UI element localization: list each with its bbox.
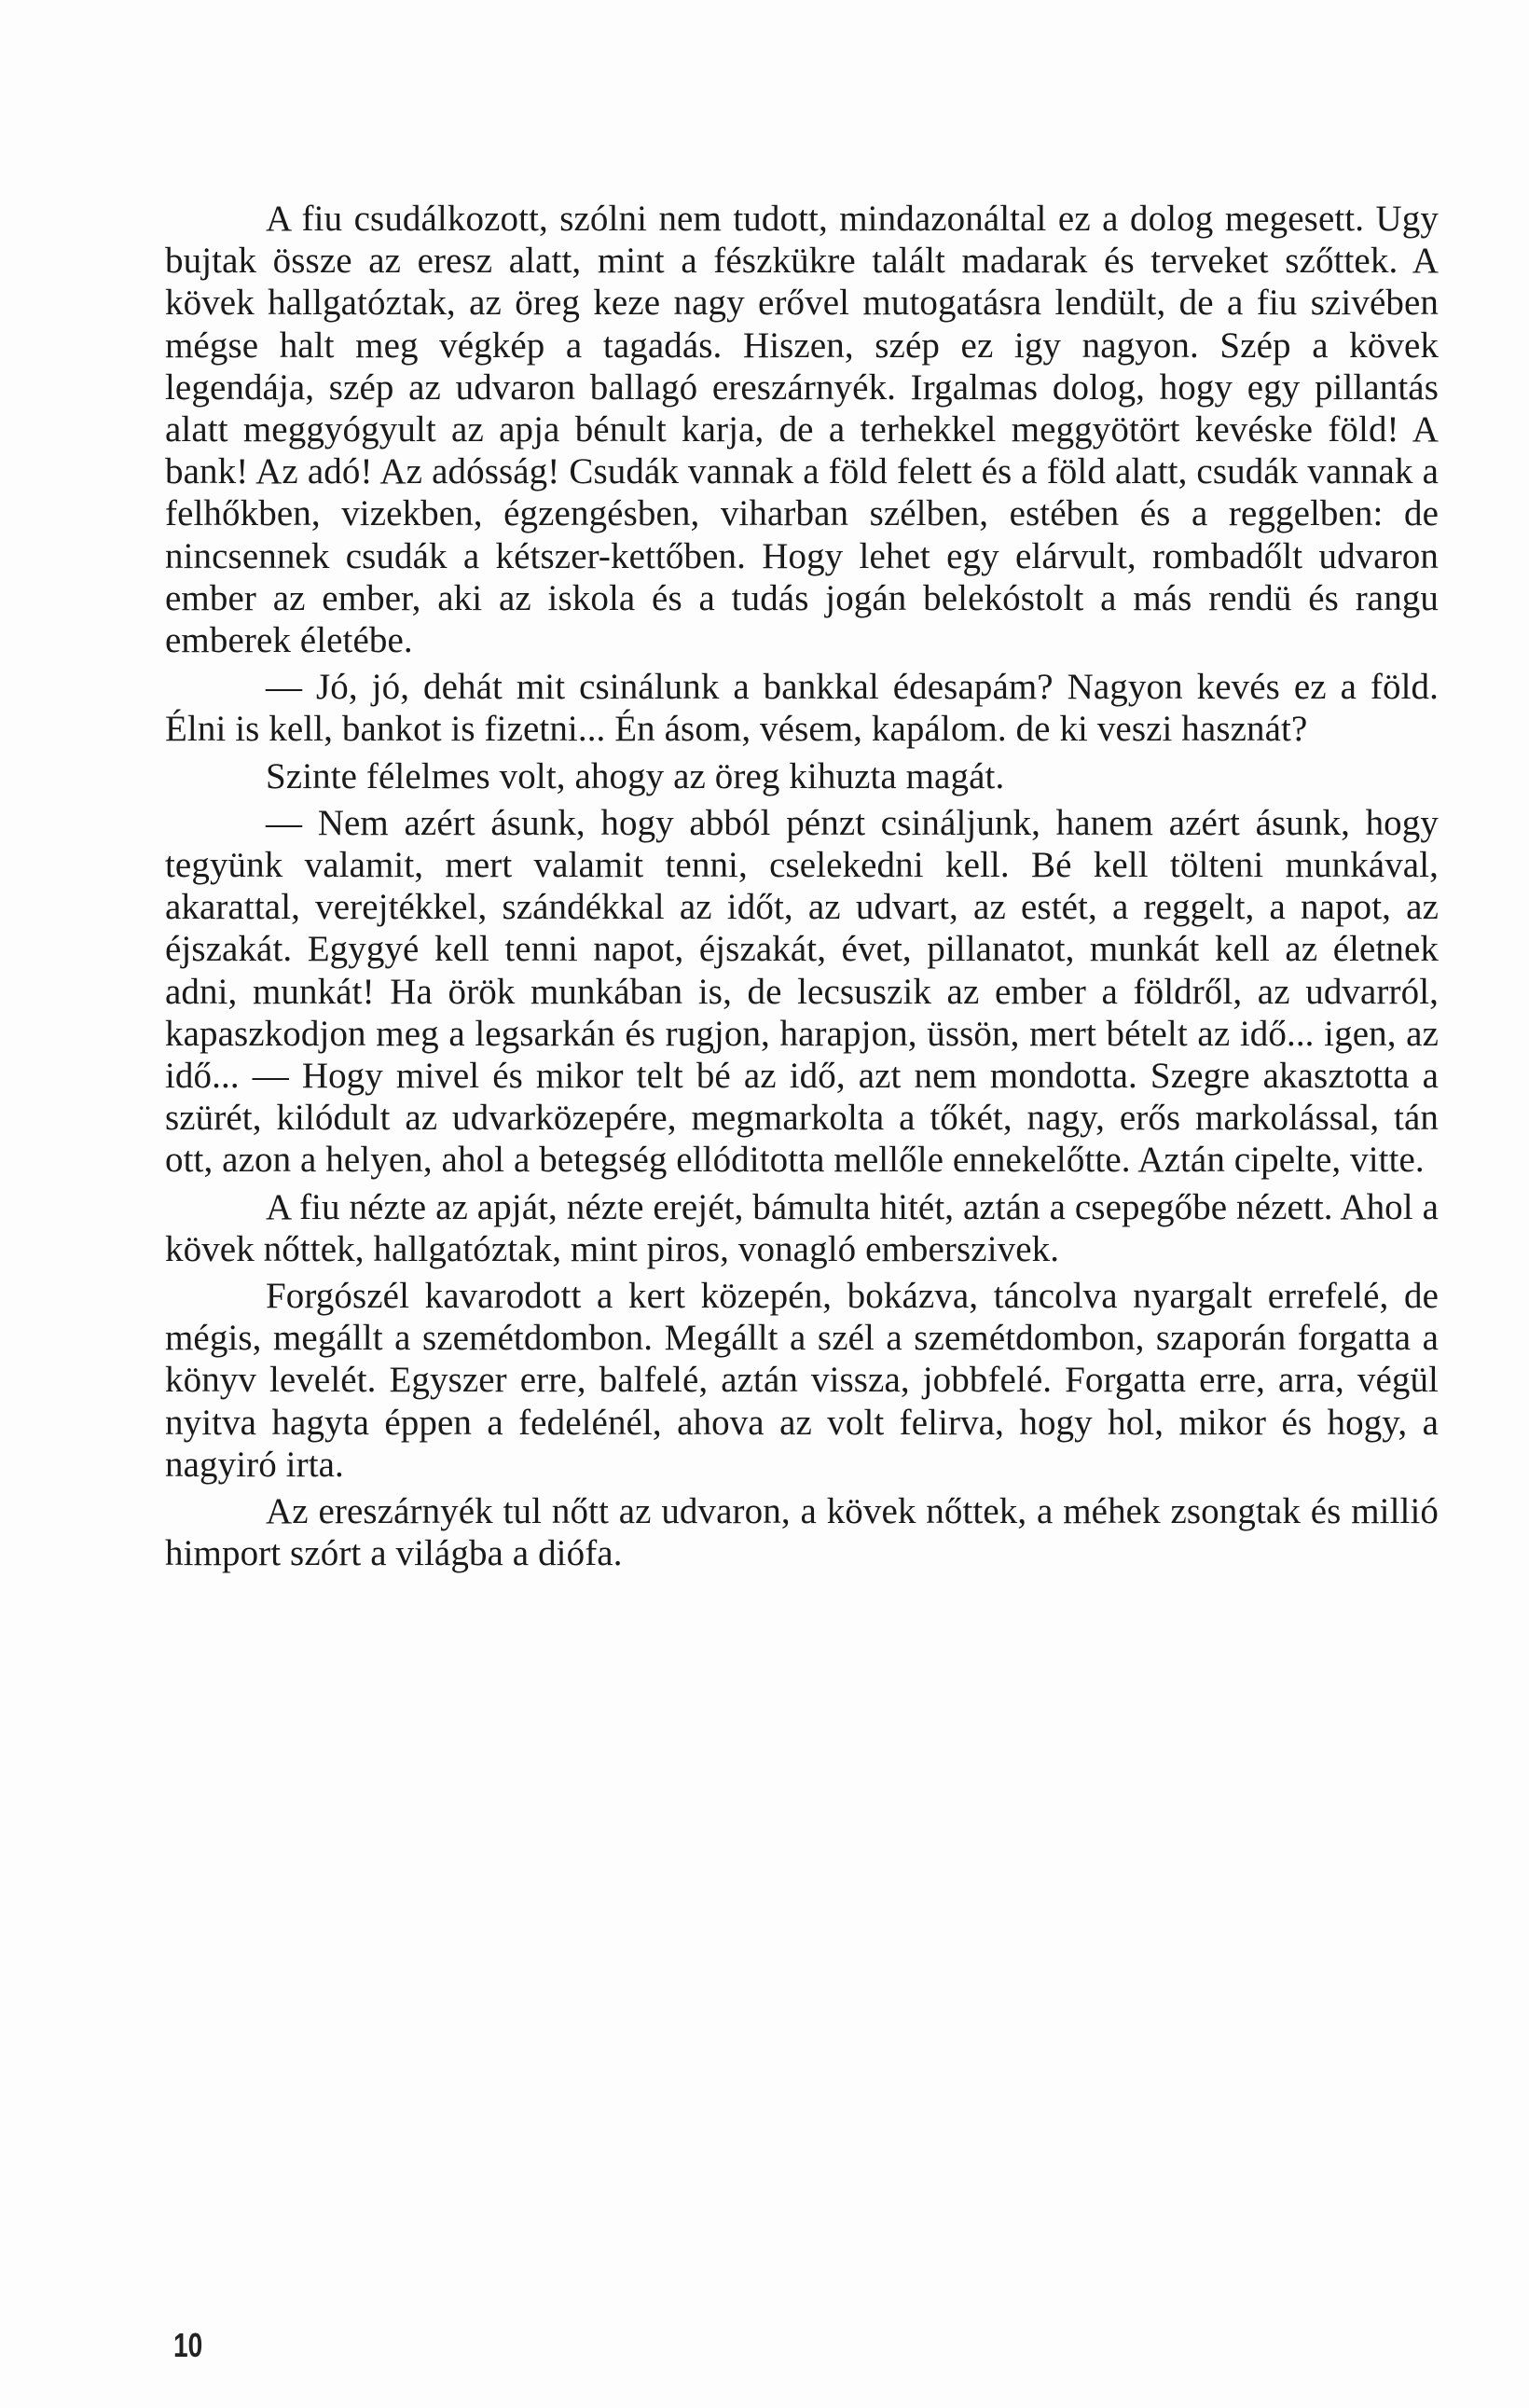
paragraph-3: Szinte félelmes volt, ahogy az öreg kihuzta magát.: [266, 755, 1005, 796]
paragraph-4: — Nem azért ásunk, hogy abból pénzt csináljunk, hanem azért ásunk, hogy tegyünk valamit, mert valamit tenni, cselekedni kell. Bé kell tölteni munkával, akarattal, verejtékkel, szándékkal az időt, az udvart, az estét, a reggelt, a napot, az éjszakát. Egygyé kell tenni napot, éjszakát, évet, pillanatot, munkát kell az életnek adni, munkát! Ha örök munkában is, de lecsuszik az ember a földről, az udvarról, kapaszkodjon meg a legsarkán és rugjon, harapjon, üssön, mert bételt az idő... igen, az idő... — Hogy mivel és mikor telt bé az idő, azt nem mondotta. Szegre akasztotta a szürét, kilódult az udvarközepére, megmarkolta a tőkét, nagy, erős markolással, tán ott, azon a helyen, ahol a betegség ellóditotta mellőle ennekelőtte. Aztán cipelte, vitte.: [165, 802, 1439, 1181]
paragraph-5: A fiu nézte az apját, nézte erejét, bámulta hitét, aztán a csepegőbe nézett. Ahol a kövek nőttek, hallgatóztak, mint piros, vonagló emberszivek.: [165, 1186, 1439, 1269]
page-number: 10: [173, 2326, 203, 2364]
paragraph-7: Az ereszárnyék tul nőtt az udvaron, a kövek nőttek, a méhek zsongtak és millió himport szórt a világba a diófa.: [165, 1491, 1439, 1574]
body-text: [165, 198, 1439, 1575]
paragraph-1: A fiu csudálkozott, szólni nem tudott, mindazonáltal ez a dolog megesett. Ugy bujtak össze az eresz alatt, mint a fészkükre talált madarak és terveket szőttek. A kövek hallgatóztak, az öreg keze nagy erővel mutogatásra lendült, de a fiu szivében mégse halt meg végkép a tagadás. Hiszen, szép ez igy nagyon. Szép a kövek legendája, szép az udvaron ballagó ereszárnyék. Irgalmas dolog, hogy egy pillantás alatt meggyógyult az apja bénult karja, de a terhekkel meggyötört kevéske föld! A bank! Az adó! Az adósság! Csudák vannak a föld felett és a föld alatt, csudák vannak a felhőkben, vizekben, égzengésben, viharban szélben, estében és a reggelben: de nincsennek csudák a kétszer-kettőben. Hogy lehet egy elárvult, rombadőlt udvaron ember az ember, aki az iskola és a tudás jogán belekóstolt a más rendü és rangu emberek életébe.: [165, 199, 1439, 661]
paragraph-2: — Jó, jó, dehát mit csinálunk a bankkal édesapám? Nagyon kevés ez a föld. Élni is kell, bankot is fizetni... Én ásom, vésem, kapálom. de ki veszi hasznát?: [165, 667, 1439, 750]
paragraph-6: Forgószél kavarodott a kert közepén, bokázva, táncolva nyargalt errefelé, de mégis, megállt a szemétdombon. Megállt a szél a szemétdombon, szaporán forgatta a könyv levelét. Egyszer erre, balfelé, aztán vissza, jobbfelé. Forgatta erre, arra, végül nyitva hagyta éppen a fedelénél, ahova az volt felirva, hogy hol, mikor és hogy, a nagyiró irta.: [165, 1276, 1439, 1485]
